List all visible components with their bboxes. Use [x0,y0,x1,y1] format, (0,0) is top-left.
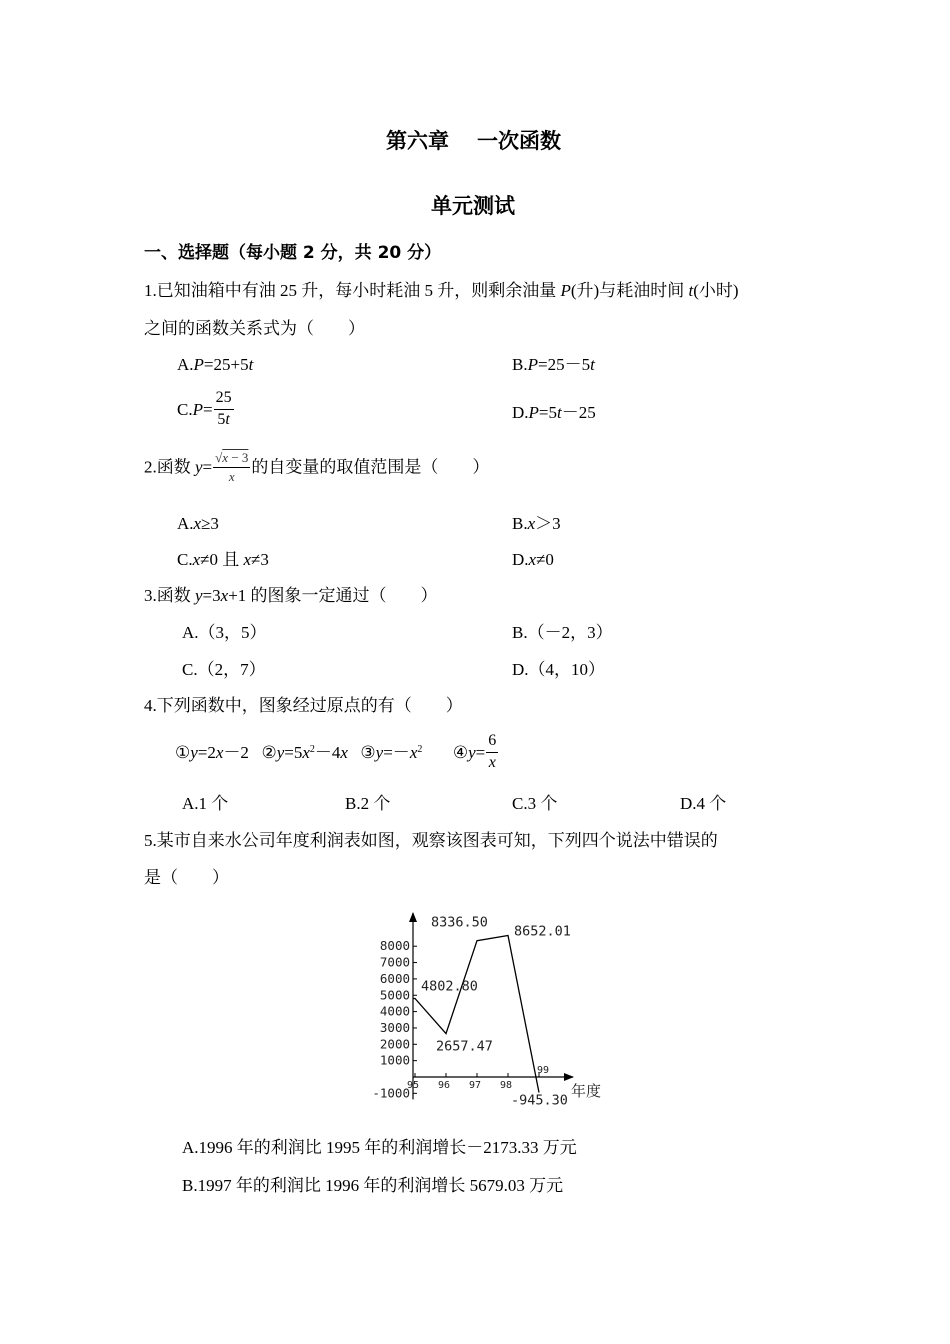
x-tick-label: 98 [499,1080,513,1091]
x-tick-label: 96 [437,1080,451,1091]
series-line [413,936,539,1093]
sqrt-icon: √ [215,450,223,465]
chapter-title [386,131,561,152]
q4-option-d[interactable]: D.4 个 [680,794,727,813]
question-5-line-1: 5.某市自来水公司年度利润表如图，观察该图表可知，下列四个说法中错误的 [144,831,718,850]
q1-option-d[interactable]: D.P=5t－25 [512,403,596,422]
x-axis-label: 年度 [571,1082,602,1100]
chapter-number: 第六章 [386,129,449,153]
x-tick-label: 95 [406,1080,420,1091]
profit-line-chart [358,905,618,1110]
x-axis-arrow-icon [564,1073,574,1081]
question-1-line-1: 1.已知油箱中有油 25 升，每小时耗油 5 升，则剩余油量 P(升)与耗油时间 t(小时) [144,281,739,300]
q2-option-d[interactable]: D.x≠0 [512,550,554,569]
y-tick-label: 7000 [379,954,410,970]
x-tick-label: 99 [536,1065,550,1076]
y-tick-label: 2000 [379,1036,410,1052]
function-4: ④y= [452,742,486,762]
y-tick-label: 6000 [379,970,410,986]
q1-option-a[interactable]: A.P=25+5t [177,355,254,374]
q1-fraction: $\frac{25}{5t}$ [215,389,232,428]
q3-option-d[interactable]: D.（4，10） [512,660,606,679]
question-1-line-2: 之间的函数关系式为（ ） [144,319,365,338]
chapter-name: 一次函数 [477,129,561,153]
point-label: 8336.50 [431,914,488,931]
y-tick-label: 3000 [379,1019,410,1035]
function-3: $③y=-x^2$ [360,742,423,762]
q3-option-c[interactable]: C.（2，7） [182,660,266,679]
section-heading: 一、选择题（每小题 2 分，共 20 分） [144,243,442,263]
q1-option-c[interactable]: C.P= $\frac{25}{5t}$ [177,389,232,428]
y-tick-label: 8000 [379,938,410,954]
q1-option-b[interactable]: B.P=25－5t [512,355,595,374]
question-4: 4.下列函数中，图象经过原点的有（ ） [144,696,463,715]
y-tick-label: 1000 [379,1052,410,1068]
point-label: -945.30 [511,1092,568,1109]
question-2: 2.函数 y= $\frac{√x - 3}{x}$ 的自变量的取值范围是（ ） [144,450,490,484]
q4-fraction: $\frac{6}{x}$ [488,732,497,771]
point-label: 2657.47 [436,1038,493,1055]
y-axis-arrow-icon [409,912,417,922]
q5-option-a[interactable]: A.1996 年的利润比 1995 年的利润增长－2173.33 万元 [182,1138,577,1157]
q2-option-c[interactable]: C.x≠0 且 x≠3 [177,550,269,569]
q2-option-b[interactable]: B.x＞3 [512,514,561,533]
function-1: ①y=2x－2 [175,742,249,762]
q4-option-c[interactable]: C.3 个 [512,794,558,813]
q2-fraction: $\frac{√x - 3}{x}$ [215,450,249,484]
unit-test-subtitle: 单元测试 [431,194,515,218]
q2-option-a[interactable]: A.x≥3 [177,514,219,533]
q5-option-b[interactable]: B.1997 年的利润比 1996 年的利润增长 5679.03 万元 [182,1176,564,1195]
q3-option-b[interactable]: B.（－2，3） [512,623,613,642]
question-5-line-2: 是（ ） [144,868,229,887]
point-label: 4802.80 [421,978,478,995]
q4-option-b[interactable]: B.2 个 [345,794,391,813]
q4-option-a[interactable]: A.1 个 [182,794,229,813]
y-tick-label: -1000 [372,1085,410,1101]
question-3: 3.函数 y=3x+1 的图象一定通过（ ） [144,586,438,605]
point-label: 8652.01 [514,923,571,940]
q4-functions [175,733,499,772]
x-tick-label: 97 [468,1080,482,1091]
function-2: $②y=5x^2-4x$ [261,742,348,762]
y-tick-label: 4000 [379,1003,410,1019]
y-tick-label: 5000 [379,987,410,1003]
q3-option-a[interactable]: A.（3，5） [182,623,267,642]
